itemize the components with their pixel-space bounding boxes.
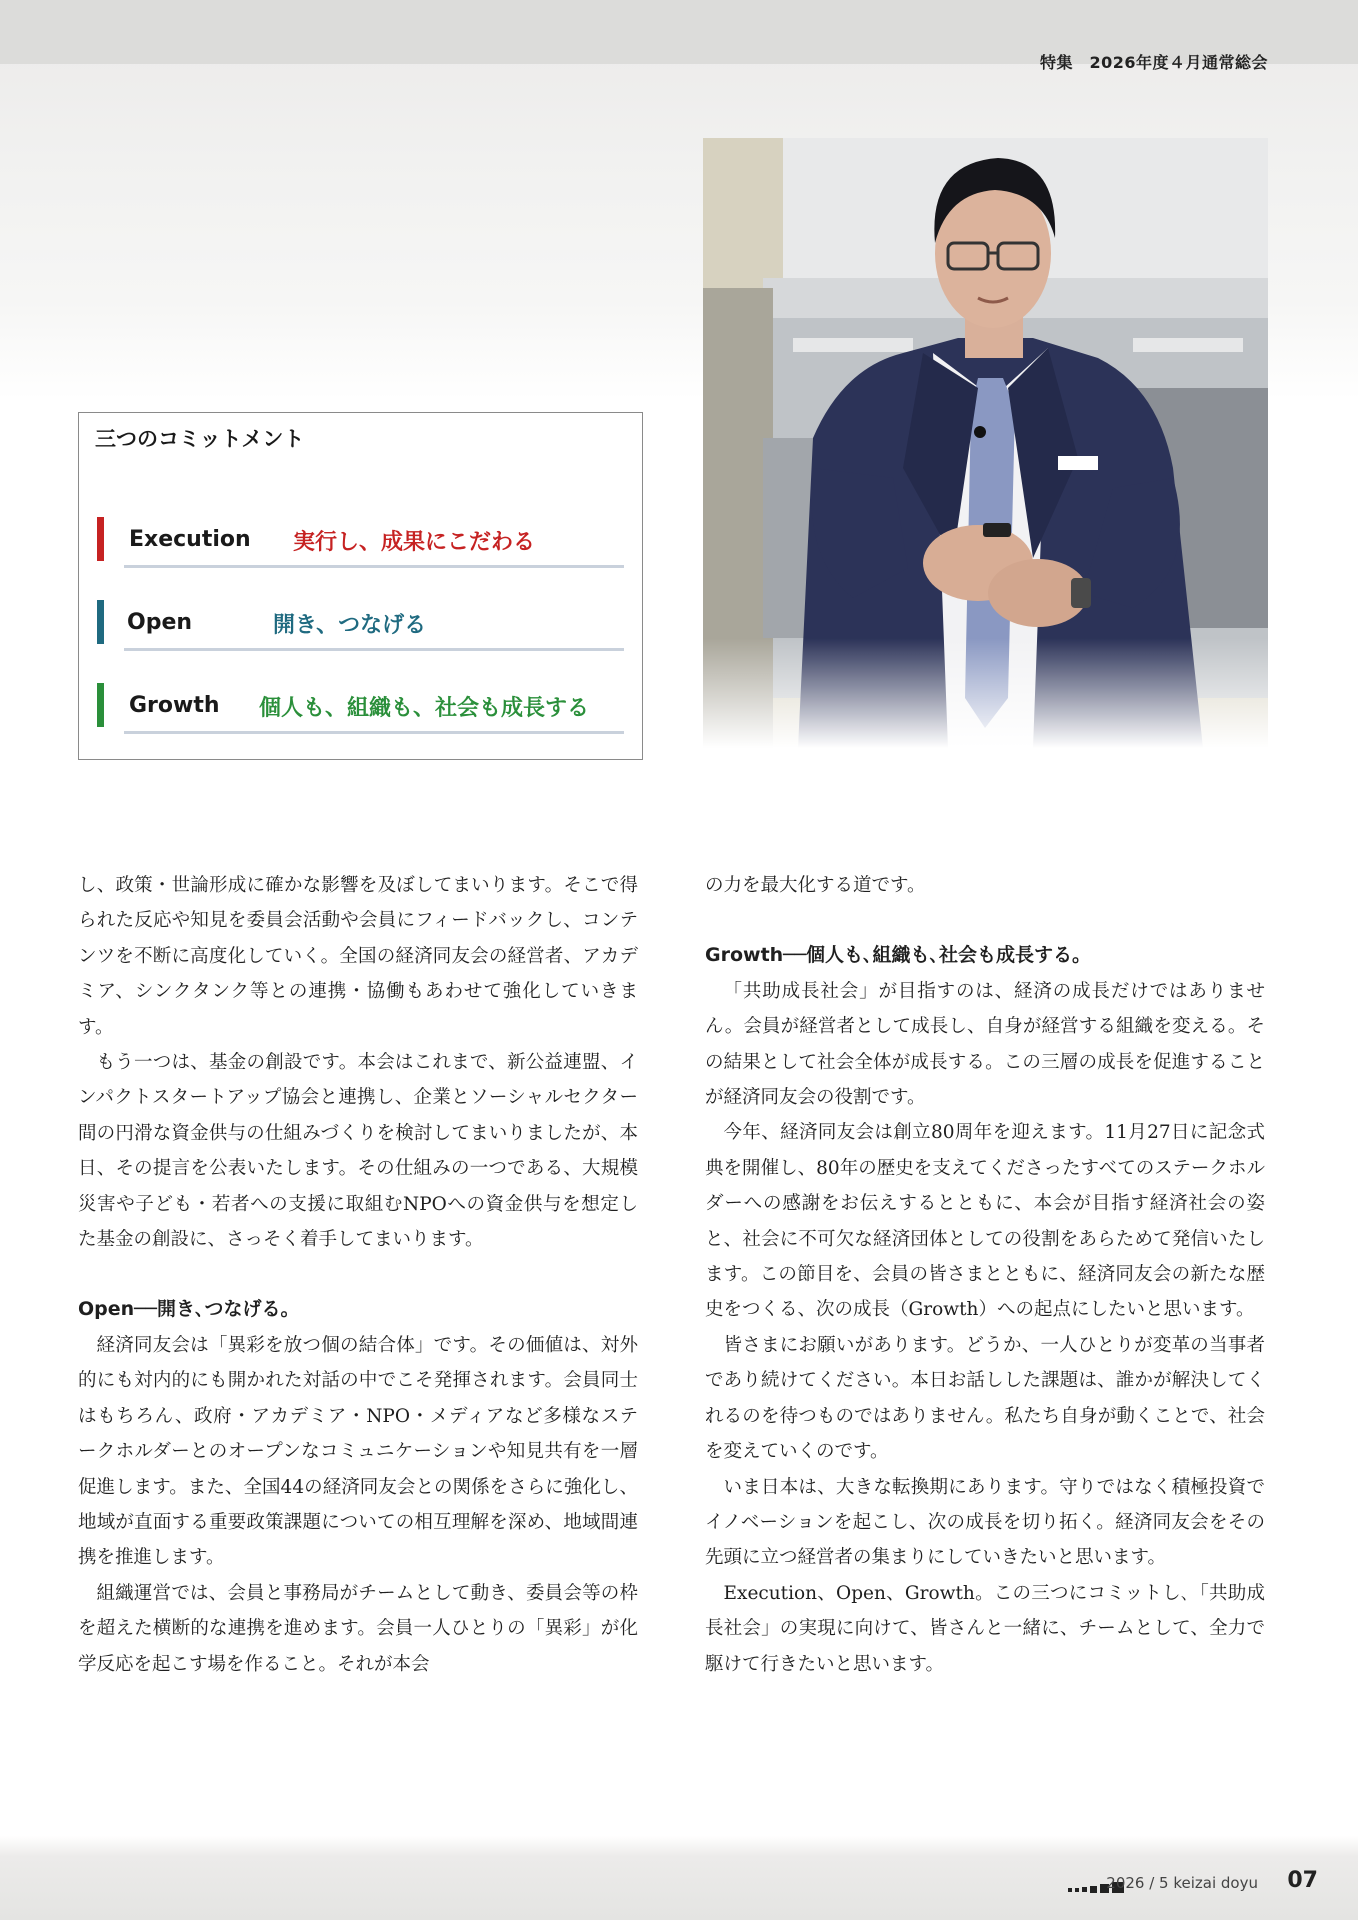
page-number: 07 <box>1287 1868 1318 1893</box>
commitment-en: Growth <box>129 693 220 718</box>
commitment-execution <box>79 517 642 563</box>
commitment-underline <box>124 565 624 568</box>
paragraph: 「共助成長社会」が目指すのは、経済の成長だけではありません。会員が経営者として成長し、自身が経営する組織を変える。その結果として社会全体が成長する。この三層の成長を促進することが経済同友会の役割です。 <box>705 980 1265 1109</box>
speaker-photo <box>703 138 1268 748</box>
paragraph: 組織運営では、会員と事務局がチームとして動き、委員会等の枠を超えた横断的な連携を進めます。会員一人ひとりの「異彩」が化学反応を起こす場を作ること。それが本会 <box>78 1582 638 1675</box>
paragraph: もう一つは、基金の創設です。本会はこれまで、新公益連盟、インパクトスタートアップ協会と連携し、企業とソーシャルセクター間の円滑な資金供与の仕組みづくりを検討してまいりましたが、本日、その提言を公表いたします。その仕組みの一つである、大規模災害や子ども・若者への支援に取組むNPOへの資金供与を想定した基金の創設に、さっそく着手してまいります。 <box>78 1052 638 1251</box>
commitment-jp: 開き、つなげる <box>273 613 427 638</box>
left-text-column <box>78 868 638 1682</box>
commitment-underline <box>124 648 624 651</box>
paragraph: 今年、経済同友会は創立80周年を迎えます。11月27日に記念式典を開催し、80年の歴史を支えてくださったすべてのステークホルダーへの感謝をお伝えするとともに、本会が目指す経済社会の姿と、社会に不可欠な経済団体としての役割をあらためて発信いたします。この節目を、会員の皆さまとともに、経済同友会の新たな歴史をつくる、次の成長（Growth）への起点にしたいと思います。 <box>705 1122 1265 1321</box>
speaker-illustration <box>703 138 1268 748</box>
paragraph: いま日本は、大きな転換期にあります。守りではなく積極投資でイノベーションを起こし、次の成長を切り拓く。経済同友会をその先頭に立つ経営者の集まりにしていきたいと思います。 <box>705 1476 1265 1569</box>
commitment-jp: 実行し、成果にこだわる <box>293 530 536 555</box>
commitments-box <box>78 412 643 760</box>
footer-issue: 2026 / 5 keizai doyu <box>1106 1874 1258 1892</box>
section-label: 特集 2026年度４月通常総会 <box>1039 53 1268 72</box>
commitment-growth <box>79 683 642 729</box>
paragraph: 経済同友会は「異彩を放つ個の結合体」です。その価値は、対外的にも対内的にも開かれた対話の中でこそ発揮されます。会員同士はもちろん、政府・アカデミア・NPO・メディアなど多様なステークホルダーとのオープンなコミュニケーションや知見共有を一層促進します。また、全国44の経済同友会との関係をさらに強化し、地域が直面する重要政策課題についての相互理解を深め、地域間連携を推進します。 <box>78 1334 638 1569</box>
paragraph: し、政策・世論形成に確かな影響を及ぼしてまいります。そこで得られた反応や知見を委員会活動や会員にフィードバックし、コンテンツを不断に高度化していく。全国の経済同友会の経営者、アカデミア、シンクタンク等との連携・協働もあわせて強化していきます。 <box>78 875 638 1038</box>
commitment-en: Open <box>127 610 193 635</box>
right-text-column <box>705 868 1265 1682</box>
paragraph: Execution、Open、Growth。この三つにコミットし､「共助成長社会」の実現に向けて、皆さんと一緒に、チームとして、全力で駆けて行きたいと思います。 <box>705 1582 1265 1675</box>
section-heading-open: Open──開き､つなげる｡ <box>78 1298 291 1321</box>
commitment-underline <box>124 731 624 734</box>
commitment-color-bar <box>97 683 104 727</box>
commitment-open <box>79 600 642 646</box>
commitment-color-bar <box>97 517 104 561</box>
commitment-jp: 個人も、組織も、社会も成長する <box>259 696 590 721</box>
paragraph: の力を最大化する道です。 <box>705 875 926 896</box>
section-heading-growth: Growth──個人も､組織も､社会も成長する｡ <box>705 944 1082 967</box>
commitment-color-bar <box>97 600 104 644</box>
commitment-en: Execution <box>129 527 251 552</box>
commitments-title: 三つのコミットメント <box>95 427 305 451</box>
paragraph: 皆さまにお願いがあります。どうか、一人ひとりが変革の当事者であり続けてください。本日お話しした課題は、誰かが解決してくれるのを待つものではありません。私たち自身が動くことで、社会を変えていくのです。 <box>705 1334 1265 1463</box>
